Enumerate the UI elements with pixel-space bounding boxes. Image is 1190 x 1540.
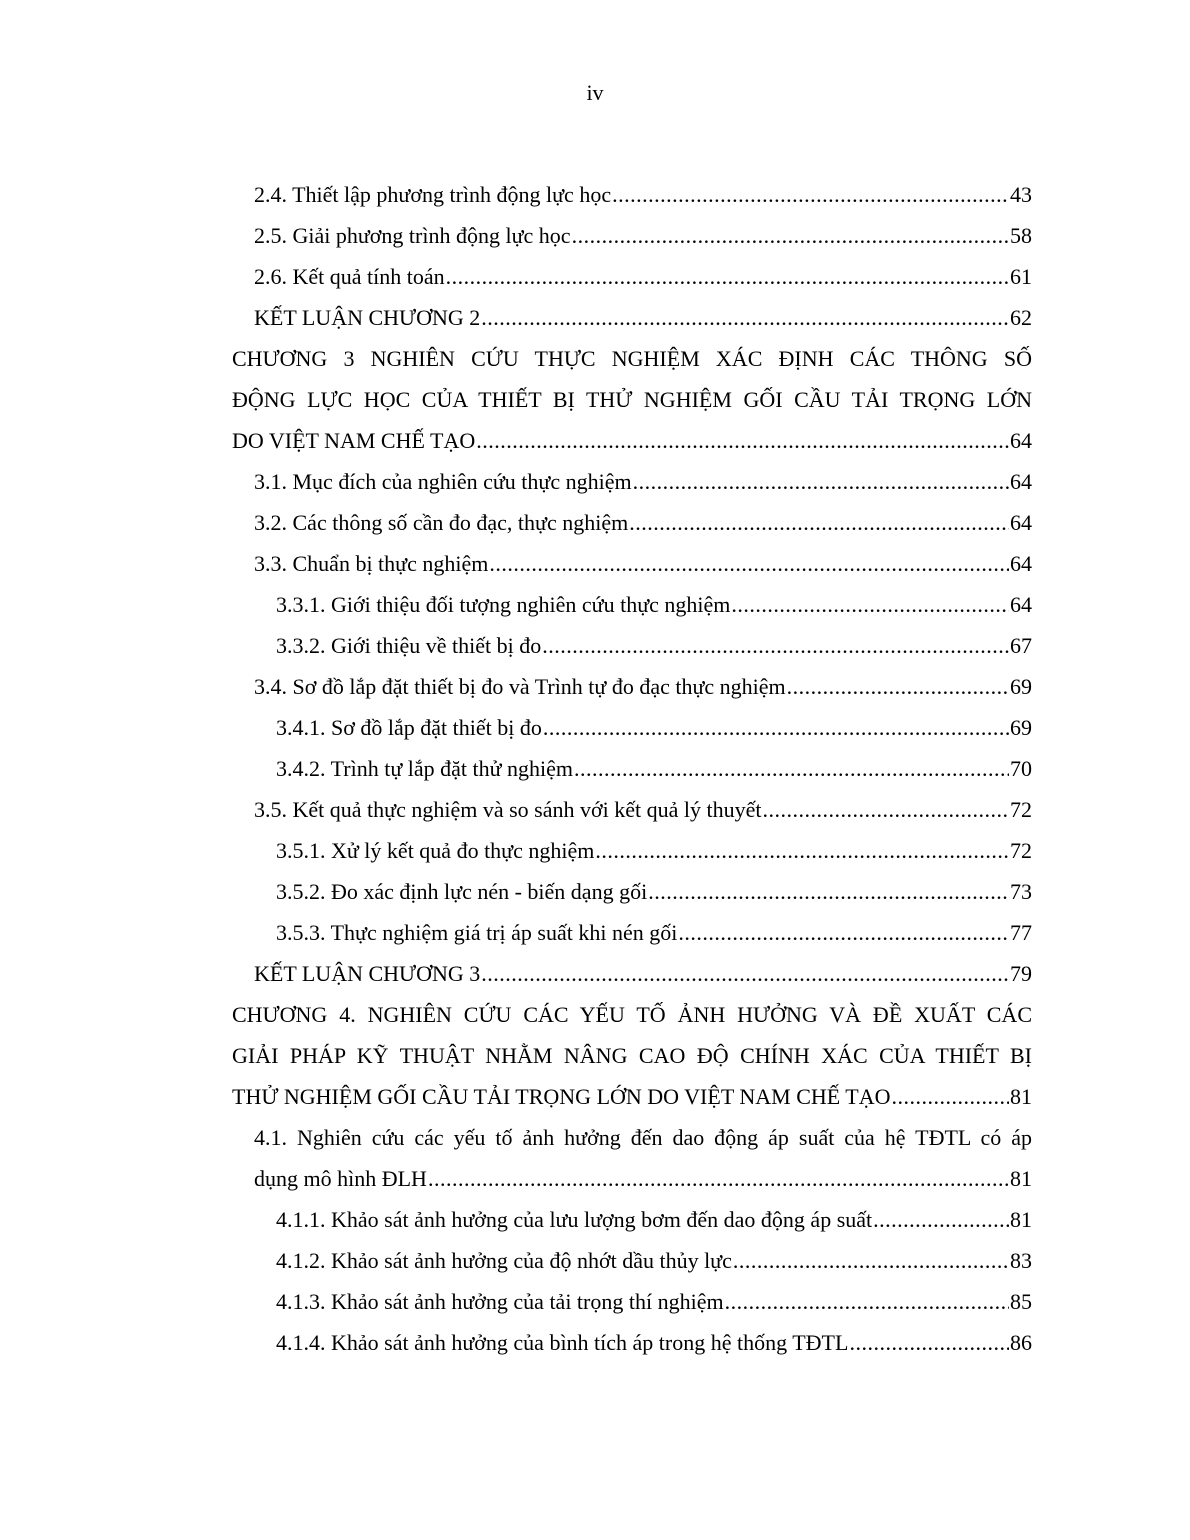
toc-entry-title: 2.6. Kết quả tính toán [254, 264, 445, 289]
dot-leader [543, 707, 1009, 748]
toc-entry[interactable] [232, 871, 1032, 912]
chapter-4-title-line-3 [232, 1076, 1032, 1117]
toc-entry-page: 73 [1010, 879, 1032, 904]
toc-entry-page: 67 [1010, 633, 1032, 658]
dot-leader [678, 912, 1009, 953]
toc-entry-title: 3.4.2. Trình tự lắp đặt thử nghiệm [276, 756, 574, 781]
dot-leader [446, 256, 1009, 297]
dot-leader [849, 1322, 1009, 1363]
toc-entry-page: 83 [1010, 1248, 1032, 1273]
dot-leader [476, 420, 1009, 461]
toc-entry-page: 64 [1010, 551, 1032, 576]
toc-entry[interactable] [232, 461, 1032, 502]
toc-entry-page: 69 [1010, 715, 1032, 740]
toc-entry-page: 81 [1010, 1084, 1032, 1109]
toc-entry-title: 2.4. Thiết lập phương trình động lực học [254, 182, 612, 207]
chapter-3-title-line-2: ĐỘNG LỰC HỌC CỦA THIẾT BỊ THỬ NGHIỆM GỐI CẦU TẢI TRỌNG LỚN [232, 387, 1032, 412]
toc-entry-title: 3.5.3. Thực nghiệm giá trị áp suất khi nén gối [276, 920, 678, 945]
section-4-1-title-line-1: 4.1. Nghiên cứu các yếu tố ảnh hưởng đến dao động áp suất của hệ TĐTL có áp [254, 1125, 1032, 1150]
toc-entry-title: 3.1. Mục đích của nghiên cứu thực nghiệm [254, 469, 632, 494]
chapter-3-title-line-3 [232, 420, 1032, 461]
toc-chapter-3-heading[interactable] [232, 338, 1032, 461]
chapter-4-title-line-2: GIẢI PHÁP KỸ THUẬT NHẰM NÂNG CAO ĐỘ CHÍNH XÁC CỦA THIẾT BỊ [232, 1043, 1032, 1068]
toc-entry-title: 3.4.1. Sơ đồ lắp đặt thiết bị đo [276, 715, 542, 740]
toc-entry[interactable] [232, 953, 1032, 994]
dot-leader [633, 461, 1009, 502]
section-4-1-title-line-2 [254, 1158, 1032, 1199]
chapter-4-title-line-1: CHƯƠNG 4. NGHIÊN CỨU CÁC YẾU TỐ ẢNH HƯỞNG VÀ ĐỀ XUẤT CÁC [232, 1002, 1032, 1027]
toc-entry[interactable] [232, 502, 1032, 543]
toc-entry[interactable] [232, 789, 1032, 830]
dot-leader [612, 174, 1009, 215]
dot-leader [572, 215, 1009, 256]
toc-entry[interactable] [232, 1240, 1032, 1281]
toc-chapter-3-entries [232, 461, 1032, 994]
toc-entry[interactable] [232, 666, 1032, 707]
toc-entry-page: 81 [1010, 1207, 1032, 1232]
toc-entry-title: KẾT LUẬN CHƯƠNG 3 [254, 961, 481, 986]
page-number: iv [586, 80, 604, 105]
toc-entry-page: 72 [1010, 838, 1032, 863]
toc-entry[interactable] [232, 584, 1032, 625]
toc-entry-page: 81 [1010, 1166, 1032, 1191]
toc-entry[interactable] [232, 1199, 1032, 1240]
toc-entry-page: 64 [1010, 428, 1032, 453]
toc-entry-title: 4.1.1. Khảo sát ảnh hưởng của lưu lượng bơm đến dao động áp suất [276, 1207, 873, 1232]
toc-entry[interactable] [232, 748, 1032, 789]
toc-entry-title: 4.1.3. Khảo sát ảnh hưởng của tải trọng thí nghiệm [276, 1289, 724, 1314]
toc-entry-title: KẾT LUẬN CHƯƠNG 2 [254, 305, 481, 330]
dot-leader [629, 502, 1009, 543]
toc-entry-page: 85 [1010, 1289, 1032, 1314]
toc-entry[interactable] [232, 174, 1032, 215]
dot-leader [787, 666, 1009, 707]
dot-leader [892, 1076, 1009, 1117]
toc-entry-title: dụng mô hình ĐLH [254, 1166, 427, 1191]
toc-entry-title: 4.1.2. Khảo sát ảnh hưởng của độ nhớt dầu thủy lực [276, 1248, 732, 1273]
toc-entry-title: 3.5. Kết quả thực nghiệm và so sánh với kết quả lý thuyết [254, 797, 762, 822]
toc-entry-title: 3.2. Các thông số cần đo đạc, thực nghiệm [254, 510, 629, 535]
toc-entry-title: 3.3.1. Giới thiệu đối tượng nghiên cứu thực nghiệm [276, 592, 731, 617]
toc-entry-page: 62 [1010, 305, 1032, 330]
toc-chapter-2-entries [232, 174, 1032, 338]
dot-leader [648, 871, 1009, 912]
toc-entry-page: 43 [1010, 182, 1032, 207]
toc-entry[interactable] [232, 215, 1032, 256]
dot-leader [489, 543, 1009, 584]
toc-entry[interactable] [232, 912, 1032, 953]
toc-entry[interactable] [232, 707, 1032, 748]
toc-entry-page: 58 [1010, 223, 1032, 248]
toc-section-4-1[interactable] [232, 1117, 1032, 1199]
toc-entry[interactable] [232, 297, 1032, 338]
toc-entry[interactable] [232, 1281, 1032, 1322]
toc-entry-title: DO VIỆT NAM CHẾ TẠO [232, 428, 476, 453]
toc-entry-page: 77 [1010, 920, 1032, 945]
toc-entry-title: 3.5.2. Đo xác định lực nén - biến dạng gối [276, 879, 648, 904]
toc-entry-title: 3.3.2. Giới thiệu về thiết bị đo [276, 633, 542, 658]
toc-entry-page: 79 [1010, 961, 1032, 986]
dot-leader [542, 625, 1009, 666]
toc-entry-title: 3.5.1. Xử lý kết quả đo thực nghiệm [276, 838, 595, 863]
dot-leader [873, 1199, 1009, 1240]
dot-leader [574, 748, 1009, 789]
toc-entry-page: 70 [1010, 756, 1032, 781]
toc-entry-title: 3.3. Chuẩn bị thực nghiệm [254, 551, 489, 576]
toc-entry-title: THỬ NGHIỆM GỐI CẦU TẢI TRỌNG LỚN DO VIỆT NAM CHẾ TẠO [232, 1084, 891, 1109]
toc-entry-title: 3.4. Sơ đồ lắp đặt thiết bị đo và Trình tự đo đạc thực nghiệm [254, 674, 786, 699]
dot-leader [733, 1240, 1009, 1281]
toc-entry[interactable] [232, 543, 1032, 584]
toc-entry[interactable] [232, 830, 1032, 871]
dot-leader [428, 1158, 1009, 1199]
dot-leader [731, 584, 1009, 625]
dot-leader [481, 953, 1009, 994]
dot-leader [762, 789, 1009, 830]
toc-entry[interactable] [232, 256, 1032, 297]
toc-section-4-1-entries [232, 1199, 1032, 1363]
dot-leader [725, 1281, 1009, 1322]
toc-entry[interactable] [232, 1322, 1032, 1363]
chapter-3-title-line-1: CHƯƠNG 3 NGHIÊN CỨU THỰC NGHIỆM XÁC ĐỊNH CÁC THÔNG SỐ [232, 346, 1032, 371]
toc-entry-title: 2.5. Giải phương trình động lực học [254, 223, 571, 248]
toc-entry-page: 64 [1010, 510, 1032, 535]
dot-leader [481, 297, 1009, 338]
toc-entry-title: 4.1.4. Khảo sát ảnh hưởng của bình tích áp trong hệ thống TĐTL [276, 1330, 849, 1355]
table-of-contents [232, 174, 1032, 1363]
toc-chapter-4-heading[interactable] [232, 994, 1032, 1117]
toc-entry[interactable] [232, 625, 1032, 666]
toc-entry-page: 64 [1010, 469, 1032, 494]
toc-entry-page: 64 [1010, 592, 1032, 617]
toc-entry-page: 61 [1010, 264, 1032, 289]
toc-entry-page: 86 [1010, 1330, 1032, 1355]
toc-entry-page: 69 [1010, 674, 1032, 699]
toc-entry-page: 72 [1010, 797, 1032, 822]
dot-leader [595, 830, 1009, 871]
